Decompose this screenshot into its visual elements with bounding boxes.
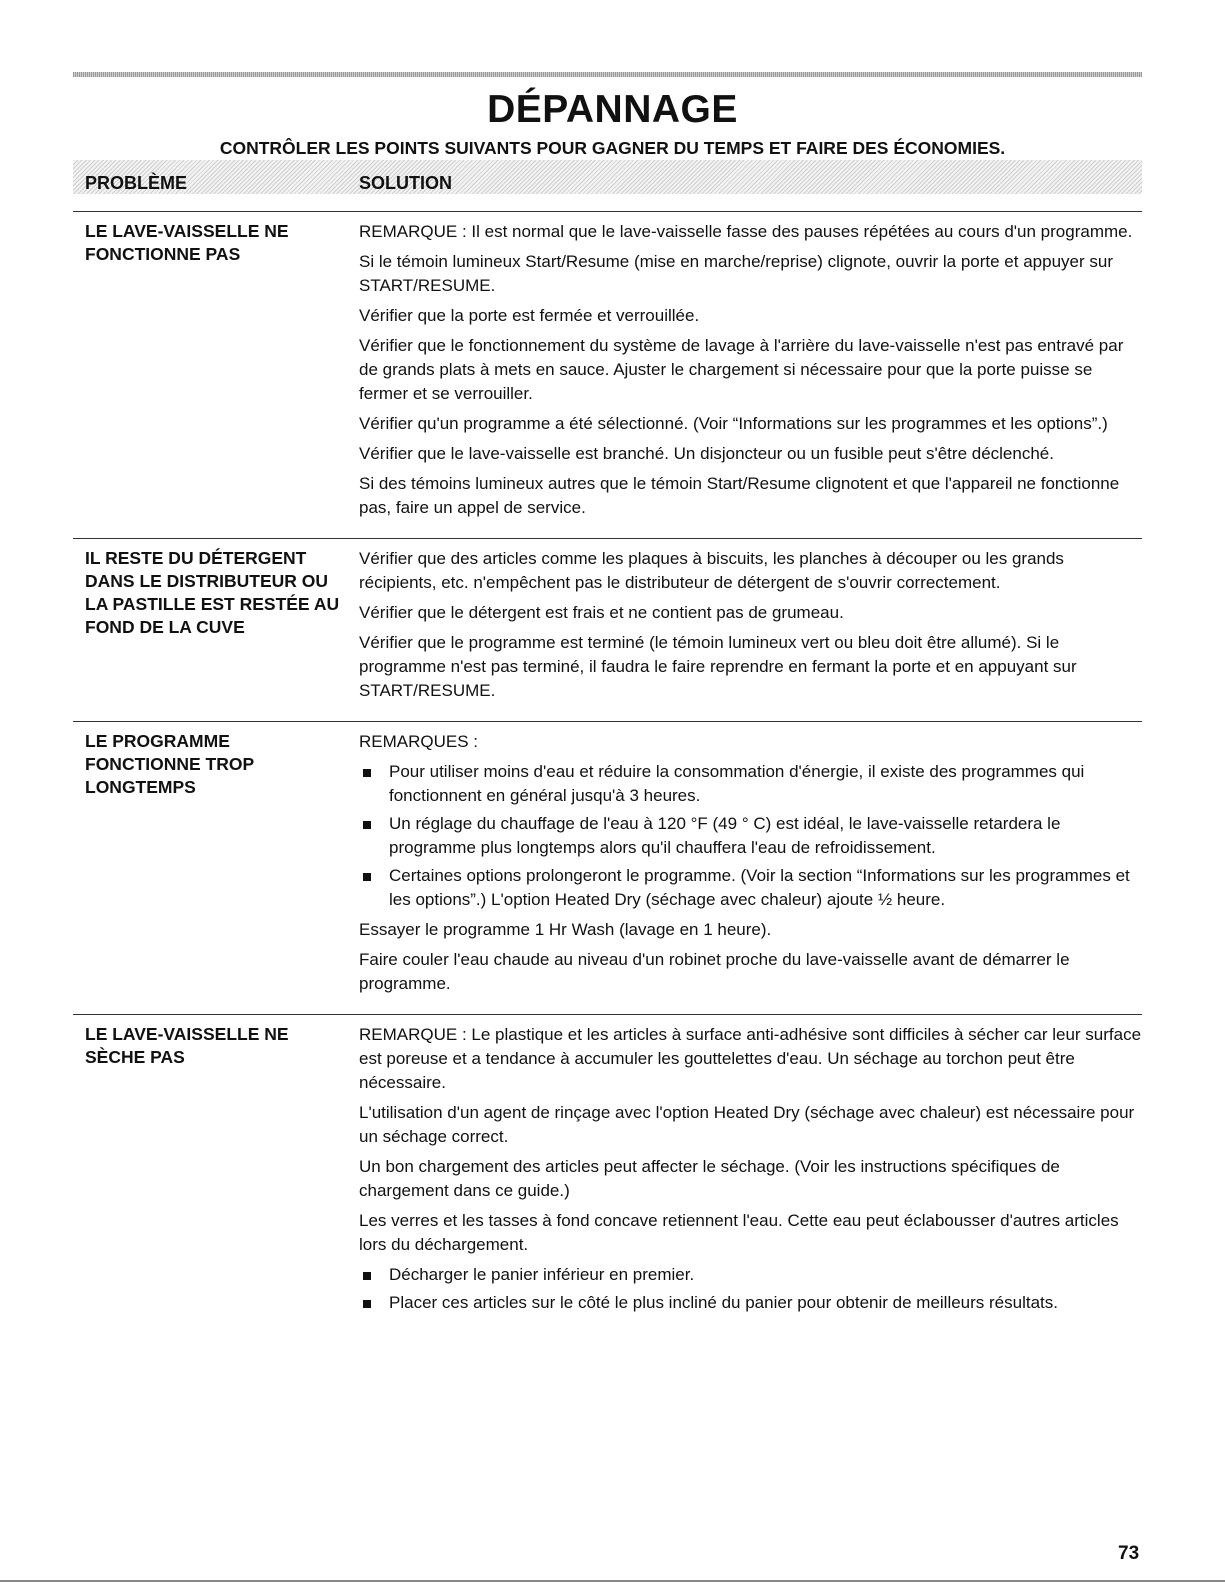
solution-paragraph: Essayer le programme 1 Hr Wash (lavage en 1 heure).	[359, 920, 772, 939]
problem-line: LA PASTILLE EST RESTÉE AU	[85, 594, 340, 614]
table-row	[73, 1014, 1142, 1321]
solution-paragraph: REMARQUE : Il est normal que le lave-vaisselle fasse des pauses répétées au cours d'un programme.	[359, 222, 1133, 241]
bullet-item: Pour utiliser moins d'eau et réduire la consommation d'énergie, il existe des programmes qui fonctionnent en général jusqu'à 3 heures.	[359, 760, 1142, 808]
bullet-item: Placer ces articles sur le côté le plus incliné du panier pour obtenir de meilleurs résultats.	[359, 1291, 1142, 1315]
page-title: DÉPANNAGE	[487, 88, 738, 131]
troubleshooting-table	[73, 211, 1142, 1333]
solution-paragraph: REMARQUE : Le plastique et les articles à surface anti-adhésive sont difficiles à sécher car leur surface est poreuse et a tendance à accumuler les gouttelettes d'eau. Un séchage au torchon peut être nécessaire.	[359, 1025, 1142, 1092]
solution-paragraph: Vérifier que la porte est fermée et verrouillée.	[359, 306, 700, 325]
top-rule	[73, 72, 1142, 77]
header-solution: SOLUTION	[359, 173, 452, 193]
solution-cell	[359, 730, 1142, 1002]
problem-line: SÈCHE PAS	[85, 1047, 185, 1067]
page-number: 73	[1118, 1543, 1140, 1564]
solution-paragraph: Vérifier que des articles comme les plaques à biscuits, les planches à découper ou les grands récipients, etc. n'empêchent pas le distributeur de détergent de s'ouvrir correctement.	[359, 549, 1064, 592]
solution-intro: REMARQUES :	[359, 732, 479, 751]
problem-line: DANS LE DISTRIBUTEUR OU	[85, 571, 329, 591]
table-row	[73, 211, 1142, 526]
solution-cell	[359, 547, 1142, 709]
bullet-item: Décharger le panier inférieur en premier.	[359, 1263, 1142, 1287]
solution-paragraph: Un bon chargement des articles peut affecter le séchage. (Voir les instructions spécifiques de chargement dans ce guide.)	[359, 1157, 1060, 1200]
bottom-rule	[0, 1580, 1225, 1582]
bullet-list	[359, 1263, 1142, 1315]
solution-paragraph: Vérifier que le fonctionnement du système de lavage à l'arrière du lave-vaisselle n'est pas entravé par de grands plats à mets en sauce. Ajuster le chargement si nécessaire pour que la porte puisse se fermer et se verrouiller.	[359, 336, 1124, 403]
solution-paragraph: Vérifier que le programme est terminé (le témoin lumineux vert ou bleu doit être allumé). Si le programme n'est pas terminé, il faudra le faire reprendre en fermant la porte et en appuyant sur START/RESUME.	[359, 633, 1077, 700]
solution-paragraph: Vérifier que le détergent est frais et ne contient pas de grumeau.	[359, 603, 844, 622]
bullet-list	[359, 760, 1142, 912]
table-header	[73, 160, 1142, 194]
solution-paragraph: Si des témoins lumineux autres que le témoin Start/Resume clignotent et que l'appareil ne fonctionne pas, faire un appel de service.	[359, 474, 1120, 517]
table-row	[73, 538, 1142, 709]
problem-cell	[73, 547, 359, 709]
header-problem: PROBLÈME	[85, 173, 188, 193]
solution-paragraph: Vérifier qu'un programme a été sélectionné. (Voir “Informations sur les programmes et les options”.)	[359, 414, 1108, 433]
problem-line: FONCTIONNE TROP	[85, 754, 255, 774]
problem-cell	[73, 1023, 359, 1321]
table-row	[73, 721, 1142, 1002]
problem-line: FOND DE LA CUVE	[85, 617, 245, 637]
problem-line: IL RESTE DU DÉTERGENT	[85, 548, 307, 568]
problem-line: LE LAVE-VAISSELLE NE	[85, 1024, 289, 1044]
solution-paragraph: Faire couler l'eau chaude au niveau d'un robinet proche du lave-vaisselle avant de démarrer le programme.	[359, 950, 1070, 993]
problem-line: LONGTEMPS	[85, 777, 196, 797]
solution-paragraph: L'utilisation d'un agent de rinçage avec l'option Heated Dry (séchage avec chaleur) est nécessaire pour un séchage correct.	[359, 1103, 1135, 1146]
solution-cell	[359, 1023, 1142, 1321]
bullet-item: Un réglage du chauffage de l'eau à 120 °F (49 ° C) est idéal, le lave-vaisselle retardera le programme plus longtemps alors qu'il chauffera l'eau de refroidissement.	[359, 812, 1142, 860]
solution-paragraph: Les verres et les tasses à fond concave retiennent l'eau. Cette eau peut éclabousser d'autres articles lors du déchargement.	[359, 1211, 1119, 1254]
problem-line: LE PROGRAMME	[85, 731, 230, 751]
bullet-item: Certaines options prolongeront le programme. (Voir la section “Informations sur les programmes et les options”.) L'option Heated Dry (séchage avec chaleur) ajoute ½ heure.	[359, 864, 1142, 912]
problem-cell	[73, 220, 359, 526]
solution-paragraph: Vérifier que le lave-vaisselle est branché. Un disjoncteur ou un fusible peut s'être déclenché.	[359, 444, 1054, 463]
solution-paragraph: Si le témoin lumineux Start/Resume (mise en marche/reprise) clignote, ouvrir la porte et appuyer sur START/RESUME.	[359, 252, 1113, 295]
solution-cell	[359, 220, 1142, 526]
problem-line: FONCTIONNE PAS	[85, 244, 241, 264]
page-subtitle: CONTRÔLER LES POINTS SUIVANTS POUR GAGNER DU TEMPS ET FAIRE DES ÉCONOMIES.	[219, 138, 1006, 158]
problem-line: LE LAVE-VAISSELLE NE	[85, 221, 289, 241]
problem-cell	[73, 730, 359, 1002]
